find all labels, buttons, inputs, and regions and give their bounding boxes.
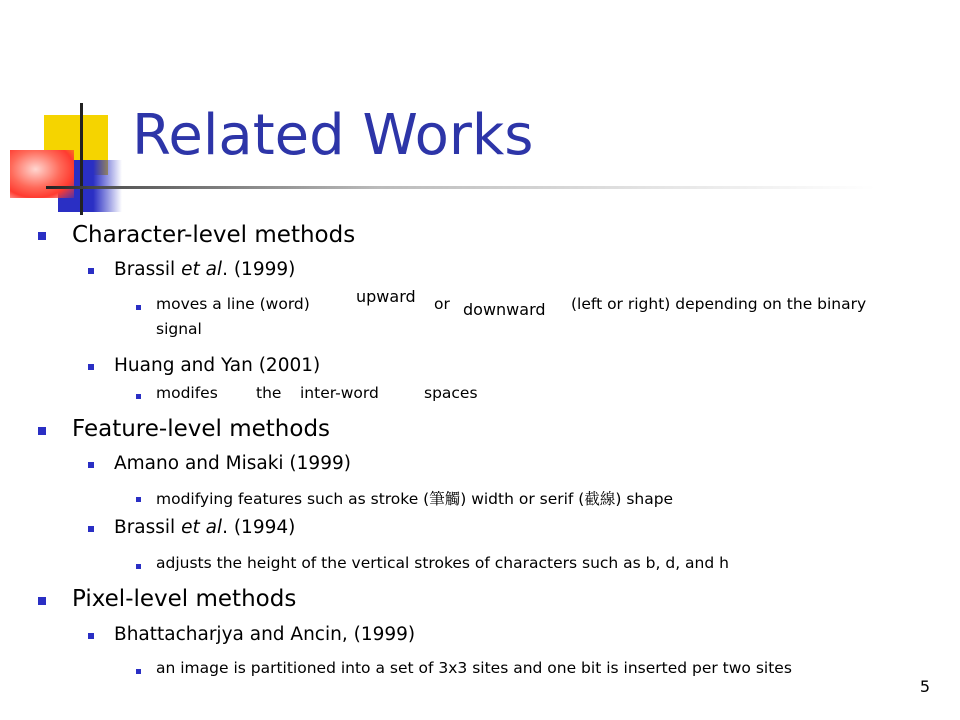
text-the: the	[256, 384, 282, 402]
text-left-or-right: (left or right) depending on the binary	[571, 295, 867, 313]
decor-red-square	[10, 150, 74, 198]
citation-brassil-1999: Brassil et al. (1999)	[114, 259, 296, 280]
bullet-level2	[88, 268, 94, 274]
page-number: 5	[919, 677, 930, 696]
bullet-level2	[88, 633, 94, 639]
title-underline	[46, 186, 876, 189]
text-adjusts-height: adjusts the height of the vertical strokes of characters such as b, d, and h	[156, 554, 729, 572]
text-spaces: spaces	[424, 384, 478, 402]
section-heading-character-level: Character-level methods	[72, 222, 356, 248]
text-upward: upward	[356, 287, 416, 306]
bullet-level3	[136, 305, 141, 310]
citation-brassil-1994: Brassil et al. (1994)	[114, 517, 296, 538]
bullet-level1	[38, 232, 46, 240]
text-image-partitioned: an image is partitioned into a set of 3x3 sites and one bit is inserted per two sites	[156, 659, 792, 677]
bullet-level3	[136, 497, 141, 502]
bullet-level3	[136, 394, 141, 399]
bullet-level1	[38, 597, 46, 605]
bullet-level2	[88, 364, 94, 370]
bullet-level2	[88, 526, 94, 532]
citation-bhattacharjya-ancin-1999: Bhattacharjya and Ancin, (1999)	[114, 624, 416, 645]
text-downward: downward	[463, 300, 546, 319]
section-heading-pixel-level: Pixel-level methods	[72, 586, 297, 612]
text-or: or	[434, 295, 450, 313]
citation-amano-misaki-1999: Amano and Misaki (1999)	[114, 453, 351, 474]
text-moves-line: moves a line (word)	[156, 295, 310, 313]
text-modifes: modifes	[156, 384, 218, 402]
bullet-level3	[136, 669, 141, 674]
bullet-level1	[38, 427, 46, 435]
text-signal: signal	[156, 320, 202, 338]
decor-vertical-line	[80, 103, 83, 215]
section-heading-feature-level: Feature-level methods	[72, 416, 331, 442]
citation-huang-yan-2001: Huang and Yan (2001)	[114, 355, 321, 376]
bullet-level3	[136, 564, 141, 569]
slide-title: Related Works	[132, 103, 534, 168]
text-inter-word: inter-word	[300, 384, 379, 402]
text-modifying-features: modifying features such as stroke (筆觸) width or serif (截線) shape	[156, 490, 674, 508]
bullet-level2	[88, 462, 94, 468]
